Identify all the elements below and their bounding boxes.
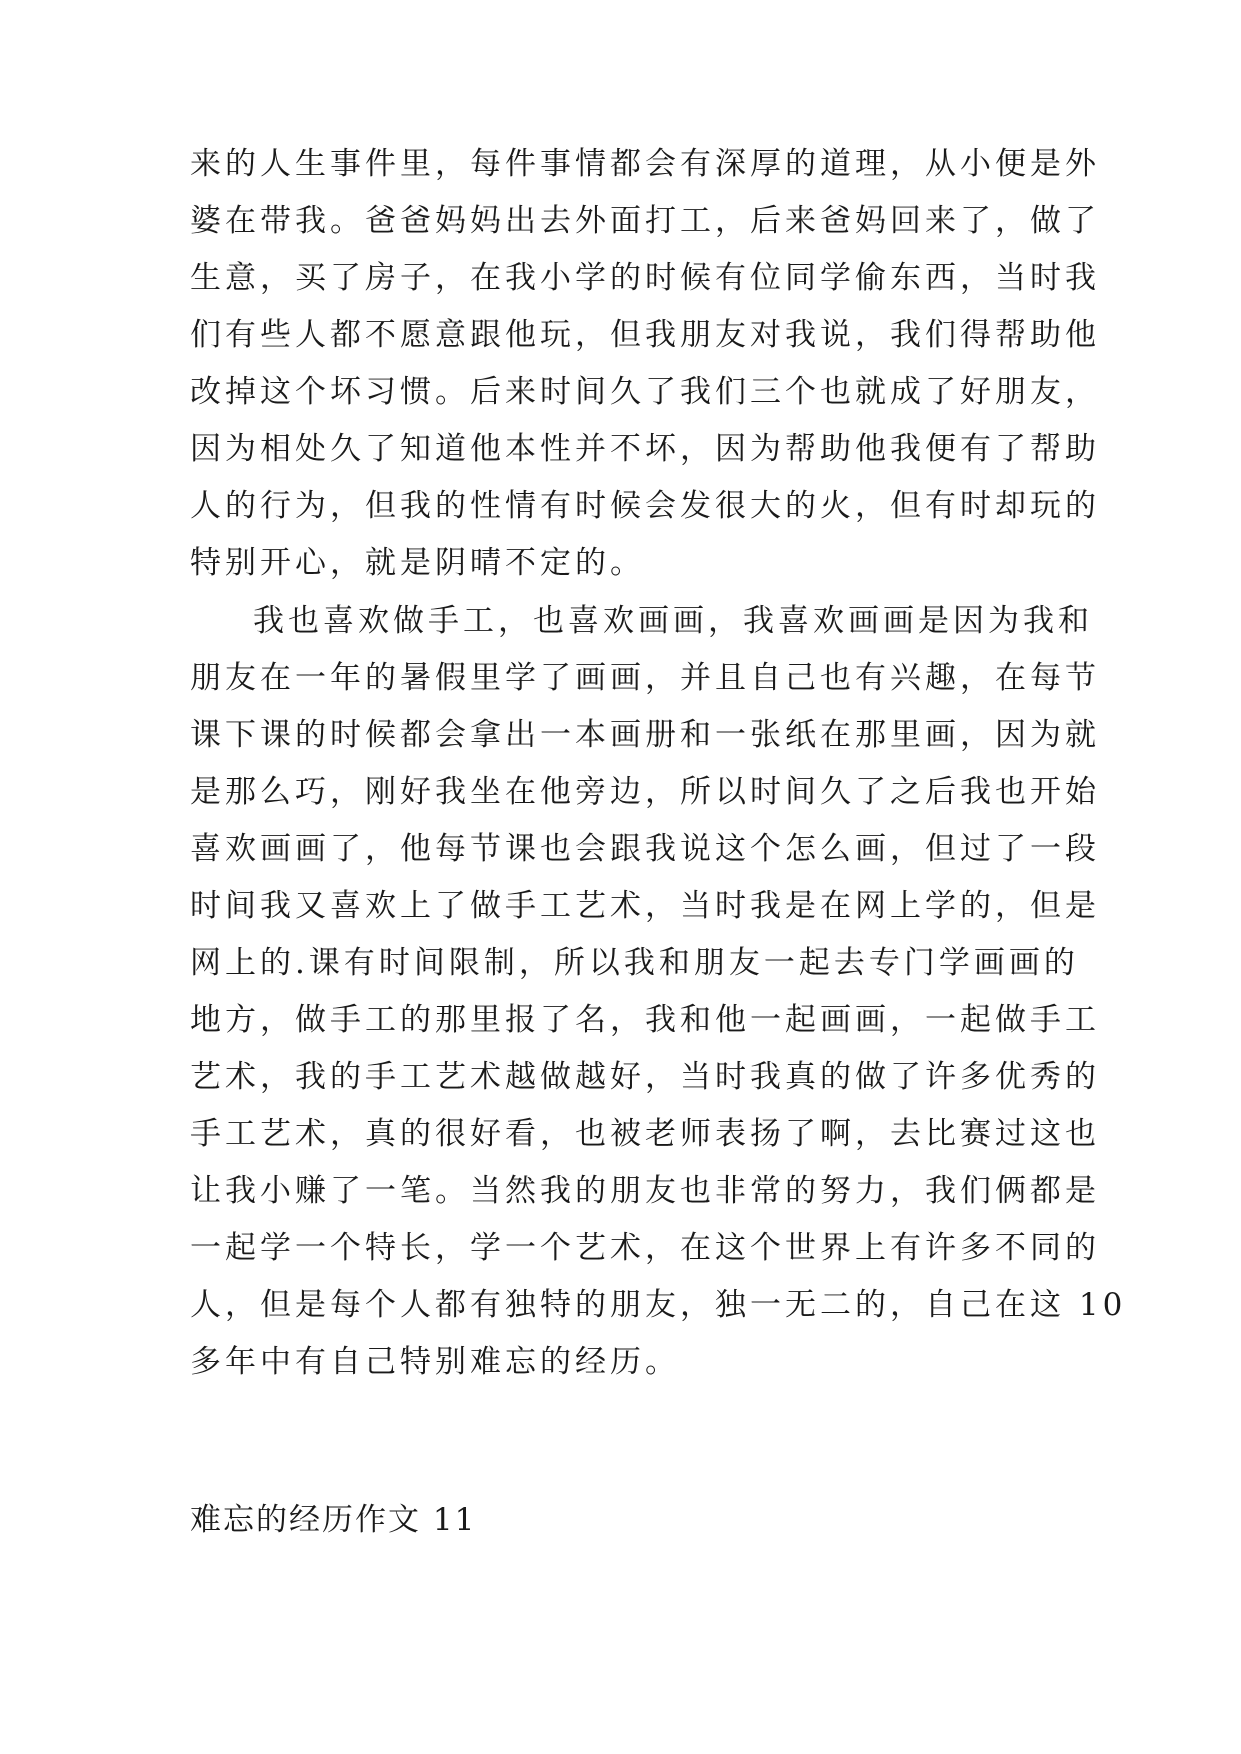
paragraph-2-line: 地方，做手工的那里报了名，我和他一起画画，一起做手工 bbox=[190, 1002, 1100, 1038]
paragraph-1-line: 特别开心，就是阴晴不定的。 bbox=[190, 545, 645, 581]
section-heading: 难忘的经历作文 11 bbox=[190, 1502, 477, 1538]
paragraph-1-line: 生意，买了房子，在我小学的时候有位同学偷东西，当时我 bbox=[190, 260, 1100, 296]
paragraph-1-line: 改掉这个坏习惯。后来时间久了我们三个也就成了好朋友， bbox=[190, 374, 1100, 410]
paragraph-2-line: 一起学一个特长，学一个艺术，在这个世界上有许多不同的 bbox=[190, 1230, 1100, 1266]
paragraph-2-line: 我也喜欢做手工，也喜欢画画，我喜欢画画是因为我和 bbox=[253, 603, 1093, 639]
paragraph-1-line: 们有些人都不愿意跟他玩，但我朋友对我说，我们得帮助他 bbox=[190, 317, 1100, 353]
paragraph-2-line: 多年中有自己特别难忘的经历。 bbox=[190, 1344, 680, 1380]
paragraph-1-line: 婆在带我。爸爸妈妈出去外面打工，后来爸妈回来了，做了 bbox=[190, 203, 1100, 239]
paragraph-2-line: 让我小赚了一笔。当然我的朋友也非常的努力，我们俩都是 bbox=[190, 1173, 1100, 1209]
paragraph-2-line: 人，但是每个人都有独特的朋友，独一无二的，自己在这 10 bbox=[190, 1287, 1127, 1323]
paragraph-2-line: 艺术，我的手工艺术越做越好，当时我真的做了许多优秀的 bbox=[190, 1059, 1100, 1095]
paragraph-2-line: 时间我又喜欢上了做手工艺术，当时我是在网上学的，但是 bbox=[190, 888, 1100, 924]
paragraph-2-line: 网上的.课有时间限制，所以我和朋友一起去专门学画画的 bbox=[190, 945, 1079, 981]
paragraph-2-line: 课下课的时候都会拿出一本画册和一张纸在那里画，因为就 bbox=[190, 717, 1100, 753]
paragraph-1-line: 人的行为，但我的性情有时候会发很大的火，但有时却玩的 bbox=[190, 488, 1100, 524]
paragraph-2-line: 朋友在一年的暑假里学了画画，并且自己也有兴趣，在每节 bbox=[190, 660, 1100, 696]
paragraph-2-line: 是那么巧，刚好我坐在他旁边，所以时间久了之后我也开始 bbox=[190, 774, 1100, 810]
paragraph-2-line: 喜欢画画了，他每节课也会跟我说这个怎么画，但过了一段 bbox=[190, 831, 1100, 867]
paragraph-2-line: 手工艺术，真的很好看，也被老师表扬了啊，去比赛过这也 bbox=[190, 1116, 1100, 1152]
paragraph-1-line: 因为相处久了知道他本性并不坏，因为帮助他我便有了帮助 bbox=[190, 431, 1100, 467]
paragraph-1-line: 来的人生事件里，每件事情都会有深厚的道理，从小便是外 bbox=[190, 146, 1100, 182]
